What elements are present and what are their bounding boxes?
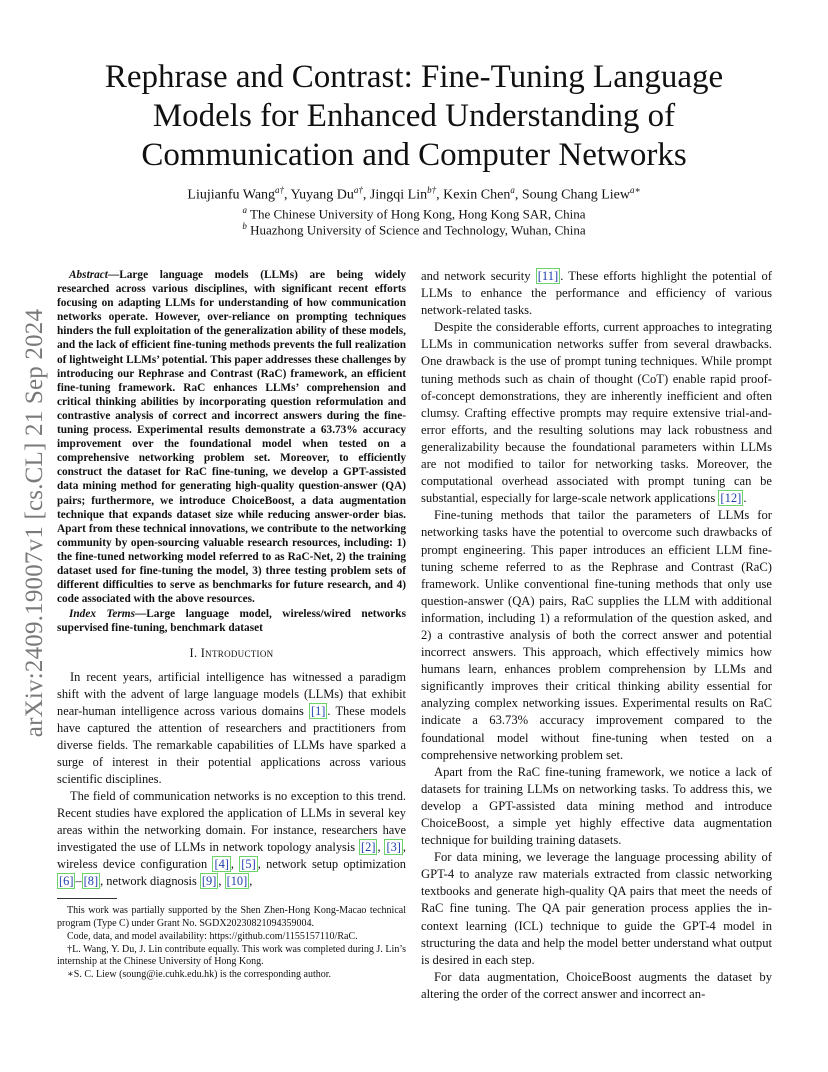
- citation-link[interactable]: [9]: [201, 874, 217, 889]
- affiliation-mark: a: [242, 205, 248, 215]
- author-name: Kexin Chen: [443, 187, 511, 203]
- author-name: Yuyang Du: [290, 187, 354, 203]
- intro-paragraph-7: For data mining, we leverage the language processing ability of GPT-4 to analyze raw materials extracted from classic networking textbooks and generate high-quality QA pairs that meet the needs of RaC fine tuning. The QA pair generation process applies the in-context learning (ICL) technique to guide the GPT-4 model in structuring the data and help the model better understand what output is desired in each step.: [421, 850, 772, 967]
- abstract-label: Abstract: [69, 269, 108, 281]
- author-affil-mark: a†: [275, 185, 285, 195]
- citation-link[interactable]: [3]: [386, 840, 401, 855]
- citation-link[interactable]: [11]: [537, 269, 559, 283]
- citation-link[interactable]: [5]: [241, 857, 256, 872]
- right-column: [421, 268, 772, 1003]
- intro-paragraph-8: For data augmentation, ChoiceBoost augments the dataset by altering the order of the correct answer and incorrect an-: [421, 969, 772, 1001]
- citation-link[interactable]: [8]: [83, 874, 99, 889]
- arxiv-id[interactable]: arXiv:2409.19007v1 [cs.CL] 21 Sep 2024: [21, 308, 49, 738]
- author-name: Liujianfu Wang: [187, 187, 276, 203]
- left-column: [57, 268, 406, 982]
- footnote-funding: This work was partially supported by the Shen Zhen-Hong Kong-Macao technical program (Type C) under Grant No. SGDX20230821094359004.: [57, 905, 406, 930]
- affiliation-b: [70, 217, 758, 239]
- citation-link[interactable]: [2]: [361, 840, 376, 855]
- affiliation-text: Huazhong University of Science and Technology, Wuhan, China: [250, 222, 586, 238]
- intro-paragraph-6: Apart from the RaC fine-tuning framework, we notice a lack of datasets for training LLMs on networking tasks. To address this, we develop a GPT-assisted data mining method and introduce ChoiceBoost, a simple yet highly effective data augmentation technique for building training datasets.: [421, 764, 772, 848]
- abstract: [57, 268, 406, 606]
- author-affil-mark: a: [510, 185, 515, 195]
- author-list: Liujianfu Wang$^{a\dagger}$, Yuyang $Du^{a\dagger}$, Jingqi Lin$^{b\dagger}$, Kexin Chen$^a$, Soung Chang Liew$^{a∗}$: [187, 185, 641, 203]
- intro-paragraph-5: Fine-tuning methods that tailor the parameters of LLMs for networking tasks have the potential to overcome such drawbacks of prompt engineering. This paper introduces an efficient LLM fine-tuning scheme referred to as the Rephrase and Contrast (RaC) framework. Unlike conventional fine-tuning methods that only use question-answer (QA) pairs, RaC supplies the LLM with additional information, including 1) a reformulation of the question asked, and 2) a contrastive analysis of both the correct answer and potential incorrect answers. This approach, which effectively mimics how humans learn, enhances problem comprehension by LLMs and significantly improves their critical thinking ability essential for analyzing complex networking issues. Experimental results on RaC indicate a 63.73% accuracy improvement compared to the foundational model without fine-tuning when tested on a comprehensive networking problem set.: [421, 508, 772, 762]
- citation-link[interactable]: [1]: [310, 704, 326, 719]
- affiliation-text: The Chinese University of Hong Kong, Hong Kong SAR, China: [250, 206, 586, 222]
- affiliation-mark: b: [242, 221, 247, 231]
- footnote-corresponding-author: ∗S. C. Liew (soung@ie.cuhk.edu.hk) is the corresponding author.: [67, 968, 332, 980]
- footnote-equal-contribution: †L. Wang, Y. Du, J. Lin contribute equally. This work was completed during J. Lin’s internship at the Chinese University of Hong Kong.: [57, 943, 406, 968]
- index-terms-text: —Large language model, wireless/wired networks supervised fine-tuning, benchmark dataset: [57, 608, 406, 635]
- author-affil-mark: a∗: [629, 185, 641, 195]
- author-name: Jingqi Lin: [369, 187, 428, 203]
- citation-link[interactable]: [12]: [720, 491, 742, 506]
- citation-link[interactable]: [10]: [226, 874, 248, 889]
- paper-title: Rephrase and Contrast: Fine-Tuning Language Models for Enhanced Understanding of Communication and Computer Networks: [104, 59, 724, 173]
- abstract-text: —Large language models (LLMs) are being widely researched across various disciplines, with significant recent efforts focusing on adapting LLMs for understanding of how communication networks operate. However, over-reliance on prompting techniques hinders the full exploitation of the generalization ability of these models, and the lack of efficient fine-tuning methods prevents the full realization of lightweight LLMs’ potential. This paper addresses these challenges by introducing our Rephrase and Contrast (RaC) framework, an efficient fine-tuning framework. RaC enhances LLMs’ comprehension and critical thinking abilities by incorporating question reformulation and contrastive analysis of correct and incorrect answers during the fine-tuning process. Experimental results demonstrate a 63.73% accuracy improvement over the foundational model when tested on a comprehensive networking problem set. Moreover, to efficiently construct the dataset for RaC fine-tuning, we develop a GPT-assisted data mining method for generating high-quality question-answer (QA) pairs; furthermore, we introduce ChoiceBoost, a data augmentation technique that expands dataset size while reducing answer-order bias. Apart from these technical innovations, we contribute to the networking community by open-sourcing valuable research resources, including: 1) the fine-tuned networking model referred to as RaC-Net, 2) the training dataset used for fine-tuning the model, 3) three testing problem sets of different difficulties to serve as benchmarks for future research, and 4) code associated with the above resources.: [57, 269, 406, 606]
- intro-paragraph-2: The field of communication networks is no exception to this trend. Recent studies have explored the application of LLMs in several key areas within the networking domain. For instance, researchers have investigated the use of LLMs in network topology analysis [2] , [3] , wireless device configuration [4] , [5] , network setup optimization [6] – [8] , network diagnosis [9] , [10] ,: [57, 789, 406, 889]
- footnote-rule: [57, 898, 117, 899]
- intro-paragraph-1: In recent years, artificial intelligence has witnessed a paradigm shift with the advent of large language models (LLMs) that exhibit near-human intelligence across various domains [1] . These models have captured the attention of researchers and practitioners from diverse fields. The remarkable capabilities of LLMs have sparked a surge of interest in their potential applications across various scientific disciplines.: [57, 670, 406, 787]
- intro-paragraph-3: and network security [11] . These efforts highlight the potential of LLMs to enhance the performance and efficiency of various network-related tasks.: [421, 269, 772, 318]
- index-terms-label: Index Terms: [69, 608, 135, 621]
- author-affil-mark: b†: [427, 185, 437, 195]
- intro-paragraph-4: Despite the considerable efforts, current approaches to integrating LLMs in communication networks suffer from several drawbacks. One drawback is the use of prompt tuning techniques. While prompt tuning methods such as chain of thought (CoT) enable rapid proof-of-concept demonstrations, they are inherently inefficient and often clumsy. Crafting effective prompts may require extensive trial-and-error efforts, and the resulting solutions may lack robustness and generalizability because the foundational parameters within LLMs are not modified to tailor for networking tasks. Moreover, the computational overhead associated with prompt tuning can be substantial, especially for large-scale network applications [12] .: [421, 320, 772, 506]
- footnote-availability: Code, data, and model availability: https://github.com/1155157110/RaC.: [67, 930, 358, 942]
- index-terms: [57, 607, 406, 635]
- author-affil-mark: a†: [353, 185, 363, 195]
- author-name: Soung Chang Liew: [521, 187, 630, 203]
- section-heading: I. Introduction: [189, 646, 274, 661]
- citation-link[interactable]: [6]: [59, 874, 74, 889]
- citation-link[interactable]: [4]: [214, 857, 229, 872]
